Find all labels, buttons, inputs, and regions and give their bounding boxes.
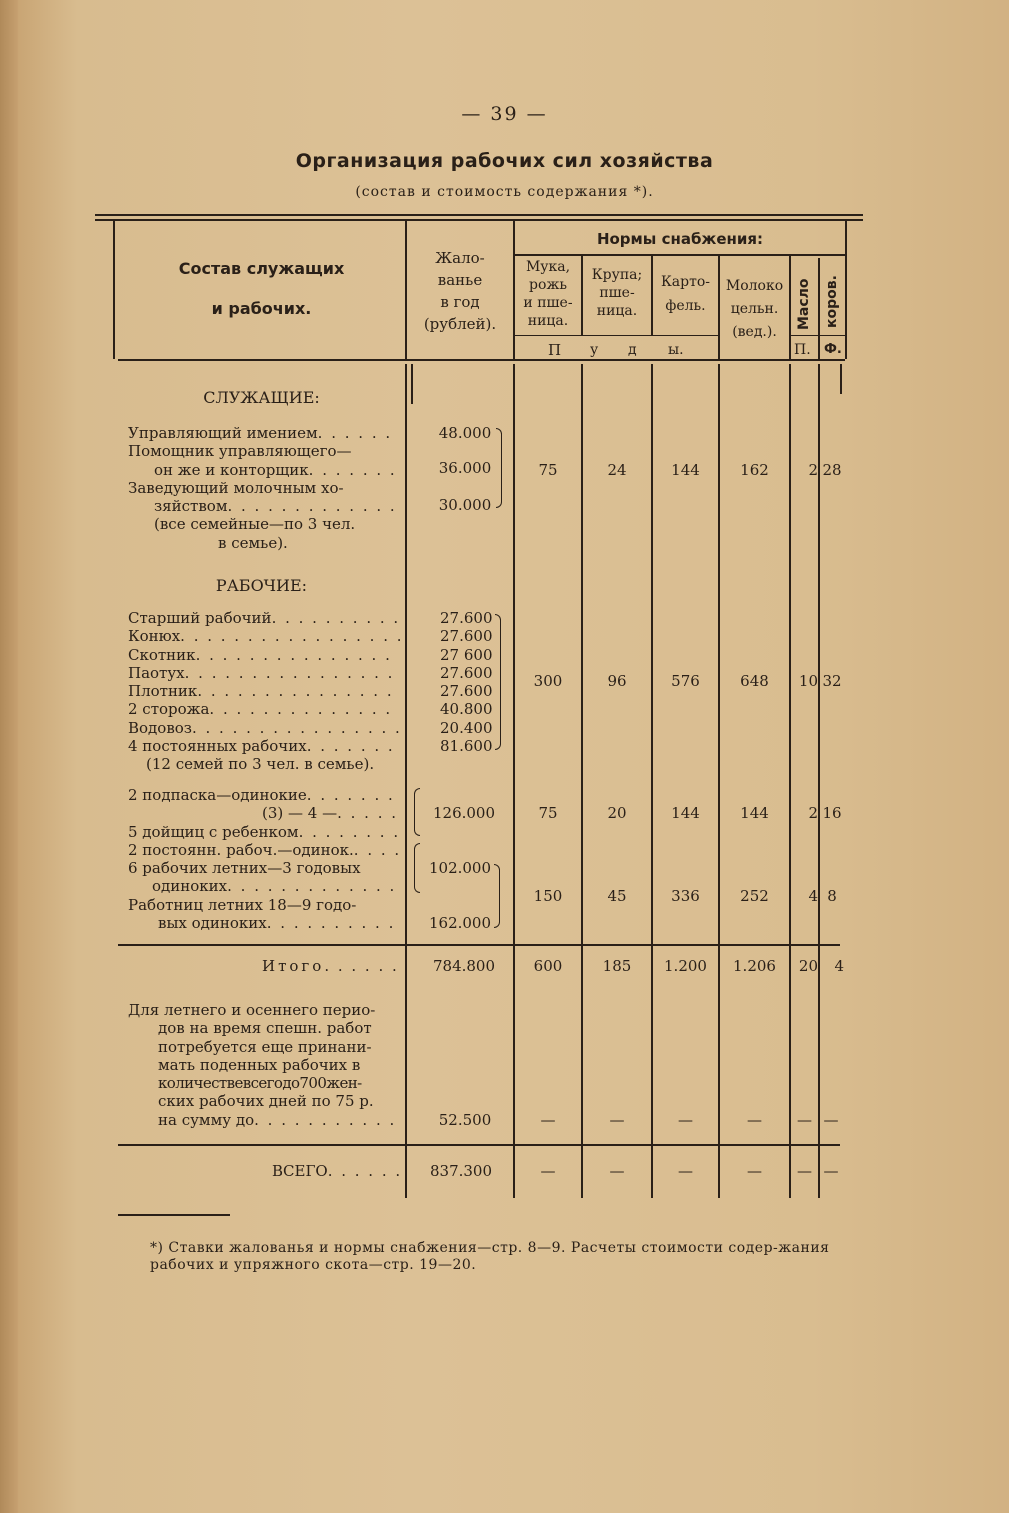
- foot-sep-milk: [718, 946, 720, 1198]
- unit-y: ы.: [668, 342, 684, 358]
- workers-salaries: 27.600 27.600 27 600 27.600 27.600 40.800 20.400 81.600: [440, 609, 493, 756]
- emp-butter-p: 2: [808, 461, 818, 479]
- section-employees: СЛУЖАЩИЕ:: [203, 388, 320, 407]
- seasonal-dash-milk: —: [747, 1111, 762, 1129]
- col-header-groats-2: пше-: [599, 285, 635, 301]
- grand-dash-groats: —: [609, 1162, 625, 1180]
- grand-dash-potato: —: [678, 1162, 693, 1180]
- single-salary-a: 126.000: [432, 804, 496, 822]
- body-right-border: [840, 364, 842, 394]
- table-row: 2 постоянн. рабоч.—одинок. . . .: [128, 841, 400, 859]
- total-groats: 185: [602, 957, 632, 975]
- grand-dash-milk: —: [747, 1162, 762, 1180]
- units-rule-butter: [789, 335, 845, 336]
- table-row: 2 сторожа . . .: [128, 700, 400, 718]
- total-salary: 784.800: [432, 957, 496, 975]
- single-brace-b: [414, 843, 420, 893]
- col-header-norms-group: Нормы снабжения:: [596, 230, 764, 248]
- single-salary-b: 102.000: [428, 859, 492, 877]
- body-sep-salary: [405, 364, 407, 944]
- table-row: Старший рабочий . . .: [128, 609, 400, 627]
- col-header-salary-3: в год: [440, 293, 480, 311]
- table-row: Водовоз . . .: [128, 719, 400, 737]
- col-sep-salary: [405, 221, 407, 361]
- table-row: Помощник управляющего—: [128, 442, 352, 461]
- col-sep-butter: [789, 255, 791, 361]
- employees-labels: [128, 424, 400, 552]
- header-bottom-rule: [118, 359, 845, 361]
- footnote: *) Ставки жалованья и нормы снабжения—стр. 8—9. Расчеты стоимости содер-жания рабочих и упряжного скота—стр. 19—20.: [150, 1240, 830, 1273]
- salary-manager: 48.000: [438, 424, 492, 442]
- page-subtitle: (состав и стоимость содержания *).: [355, 184, 654, 200]
- col-header-salary-4: (рублей).: [423, 315, 497, 333]
- foot-sep-groats: [581, 946, 583, 1198]
- body-sep-potato: [651, 364, 653, 944]
- section-workers: РАБОЧИЕ:: [215, 576, 308, 595]
- table-row: зяйством . . .: [128, 497, 400, 515]
- wrk-groats: 96: [607, 672, 627, 690]
- seasonal-dash-butter-f: —: [823, 1111, 839, 1129]
- table-row: в семье).: [218, 533, 288, 552]
- table-row: одиноких . . .: [128, 877, 400, 895]
- total-label: Итого . . .: [262, 957, 400, 975]
- table-row: 6 рабочих летних—3 годовых: [128, 859, 361, 878]
- grand-dash-butter-p: —: [797, 1162, 812, 1180]
- sgl-b-butter-f: 8: [827, 887, 837, 905]
- workers-labels: [128, 609, 400, 774]
- units-rule: [513, 335, 718, 336]
- sgl-b-potato: 336: [671, 887, 700, 905]
- col-header-salary-1: Жало-: [435, 249, 485, 267]
- single-salary-c: 162.000: [428, 914, 492, 932]
- sgl-a-potato: 144: [671, 804, 700, 822]
- table-row: Конюх . . .: [128, 627, 400, 645]
- col-header-salary-2: ванье: [437, 271, 483, 289]
- emp-flour: 75: [538, 461, 558, 479]
- col-header-potato-1: Карто-: [660, 274, 711, 290]
- emp-groats: 24: [607, 461, 627, 479]
- table-row: Паотух . . .: [128, 664, 400, 682]
- table-row: он же и конторщик . . .: [128, 461, 400, 479]
- table-row: 5 дойщиц с ребенком . . .: [128, 823, 400, 841]
- body-sep-butter-f: [818, 364, 820, 944]
- single-brace-a: [414, 788, 420, 836]
- total-milk: 1.206: [733, 957, 776, 975]
- wrk-flour: 300: [533, 672, 563, 690]
- table-top-rule: [95, 214, 863, 216]
- total-flour: 600: [533, 957, 563, 975]
- salary-assistant: 36.000: [438, 459, 492, 477]
- body-sep-groats: [581, 364, 583, 944]
- page-title: Организация рабочих сил хозяйства: [295, 150, 714, 172]
- col-sep-potato: [651, 255, 653, 335]
- table-row: вых одиноких . . .: [128, 914, 400, 932]
- seasonal-dash-potato: —: [678, 1111, 693, 1129]
- table-row: (12 семей по 3 чел. в семье).: [146, 755, 375, 774]
- emp-potato: 144: [671, 461, 700, 479]
- col-header-groats-1: Крупа;: [591, 267, 643, 283]
- sgl-a-butter-p: 2: [808, 804, 818, 822]
- page-edge-shadow: [0, 0, 18, 1513]
- col-header-flour-3: и пше-: [523, 295, 573, 311]
- grand-total-label: ВСЕГО . . .: [272, 1162, 400, 1180]
- grand-total-rule: [118, 1144, 840, 1146]
- table-row: Заведующий молочным хо-: [128, 478, 344, 497]
- col-header-staff-line2: и рабочих.: [211, 299, 312, 318]
- sgl-a-milk: 144: [740, 804, 769, 822]
- seasonal-dash-butter-p: —: [797, 1111, 812, 1129]
- body-sep-milk: [718, 364, 720, 944]
- foot-sep-norms: [513, 946, 515, 1198]
- table-row: (3) — 4 — . . .: [128, 804, 400, 822]
- body-sep-butter: [789, 364, 791, 944]
- emp-milk: 162: [740, 461, 769, 479]
- foot-sep-salary: [405, 946, 407, 1198]
- table-row: Плотник . . .: [128, 682, 400, 700]
- sgl-a-groats: 20: [607, 804, 627, 822]
- unit-p2: П.: [794, 342, 811, 358]
- wrk-milk: 648: [740, 672, 769, 690]
- table-row: Работниц летних 18—9 годо-: [128, 895, 357, 914]
- table-top-rule-2: [95, 219, 863, 221]
- total-butter-p: 20: [798, 957, 818, 975]
- seasonal-salary: 52.500: [438, 1111, 492, 1129]
- sgl-b-butter-p: 4: [808, 887, 818, 905]
- col-header-butter: Масло: [796, 278, 812, 330]
- table-right-border: [845, 221, 847, 359]
- footnote-rule: [118, 1214, 230, 1216]
- col-header-staff-line1: Состав служащих: [178, 259, 345, 278]
- foot-sep-butter-f: [818, 946, 820, 1198]
- sgl-b-milk: 252: [740, 887, 769, 905]
- employees-brace: [496, 428, 502, 508]
- seasonal-labels: Для летнего и осеннего перио- дов на время спешн. работ потребуется еще принани- мать поденных рабочих в количествевсегодо700жен- ских рабочих дней по 75 р. на сумму до . . .: [128, 1001, 400, 1129]
- seasonal-dash-groats: —: [609, 1111, 625, 1129]
- foot-sep-butter: [789, 946, 791, 1198]
- col-header-flour-2: рожь: [529, 277, 567, 293]
- page-number: — 39 —: [461, 103, 548, 125]
- norms-group-rule: [513, 254, 845, 256]
- col-header-milk-3: (вед.).: [732, 324, 777, 340]
- emp-butter-f: 28: [822, 461, 842, 479]
- sgl-b-groats: 45: [607, 887, 627, 905]
- table-row: Управляющий имением . . .: [128, 424, 400, 442]
- grand-dash-butter-f: —: [823, 1162, 839, 1180]
- col-header-milk-2: цельн.: [730, 301, 779, 317]
- total-butter-f: 4: [834, 957, 844, 975]
- wrk-butter-p: 10: [798, 672, 818, 690]
- unit-d: д: [628, 342, 637, 358]
- col-header-butter-2: коров.: [824, 275, 840, 328]
- col-header-flour-1: Мука,: [525, 259, 571, 275]
- table-row: 2 подпаска—одинокие . . .: [128, 786, 400, 804]
- wrk-butter-f: 32: [822, 672, 842, 690]
- seasonal-dash-flour: —: [540, 1111, 556, 1129]
- grand-total-salary: 837.300: [429, 1162, 493, 1180]
- unit-f: Ф.: [824, 342, 842, 357]
- col-sep-butter-f: [818, 258, 820, 361]
- col-header-flour-4: ница.: [527, 313, 569, 329]
- foot-sep-potato: [651, 946, 653, 1198]
- col-header-potato-2: фель.: [665, 298, 706, 314]
- grand-dash-flour: —: [540, 1162, 556, 1180]
- col-header-milk-1: Молоко: [725, 278, 784, 294]
- sgl-b-flour: 150: [533, 887, 563, 905]
- table-row: Скотник . . .: [128, 646, 400, 664]
- table-row: 4 постоянных рабочих . . .: [128, 737, 400, 755]
- total-rule: [118, 944, 840, 946]
- body-sep-salary-left: [411, 364, 413, 404]
- sgl-a-flour: 75: [538, 804, 558, 822]
- workers-brace: [495, 614, 501, 750]
- table-row: (все семейные—по 3 чел.: [154, 515, 356, 534]
- unit-u: у: [590, 342, 599, 358]
- unit-p: П: [548, 341, 562, 359]
- sgl-a-butter-f: 16: [822, 804, 842, 822]
- single-brace-c: [494, 864, 500, 928]
- body-sep-norms: [513, 364, 515, 944]
- single-labels: [128, 786, 400, 932]
- total-potato: 1.200: [664, 957, 707, 975]
- col-header-groats-3: ница.: [596, 303, 638, 319]
- wrk-potato: 576: [671, 672, 700, 690]
- salary-dairy-head: 30.000: [438, 496, 492, 514]
- table-left-border: [113, 221, 115, 359]
